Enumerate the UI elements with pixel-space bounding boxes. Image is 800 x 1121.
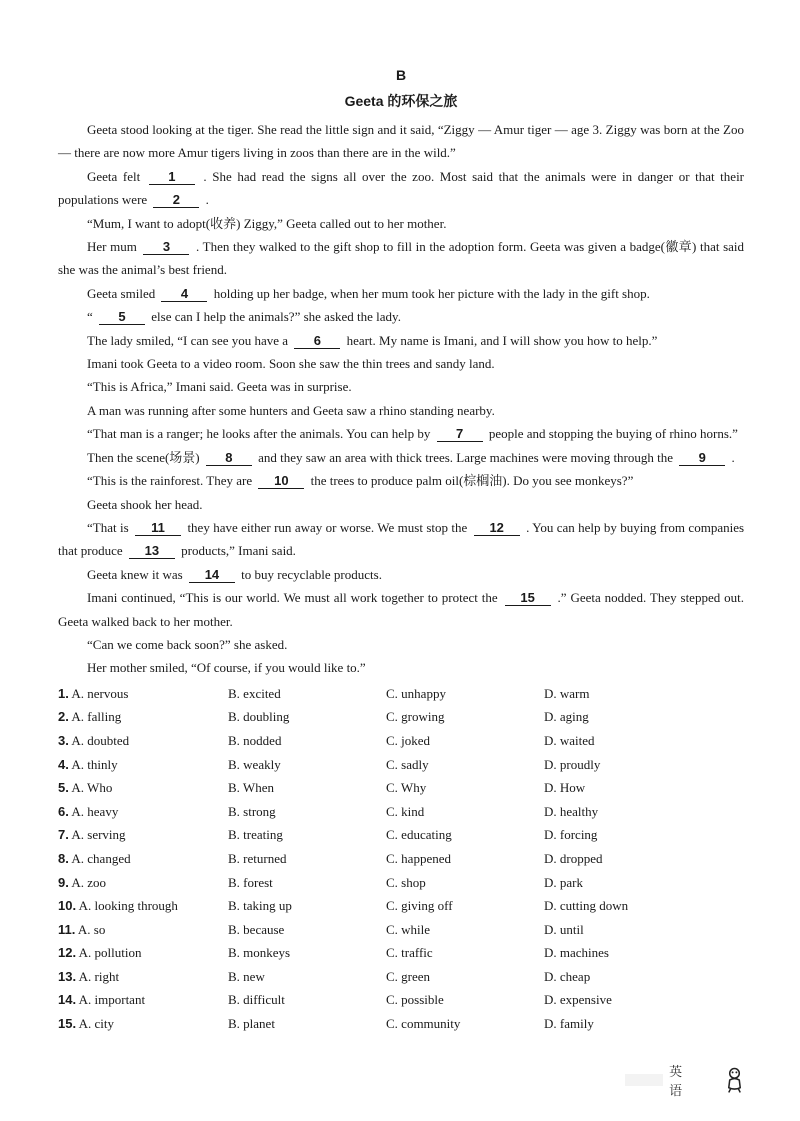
passage-text: “This is Africa,” Imani said. Geeta was in surprise. (87, 379, 352, 395)
blank-11[interactable]: 11 (135, 520, 181, 536)
passage-paragraph (58, 633, 744, 656)
option-text: D. until (544, 921, 584, 937)
passage-paragraph (58, 446, 744, 469)
option-text: D. machines (544, 945, 609, 961)
passage-text: Geeta knew it was (87, 566, 183, 582)
option-a[interactable] (58, 1012, 228, 1036)
passage-title: Geeta 的环保之旅 (344, 93, 458, 109)
passage-text: “Can we come back soon?” she asked. (87, 636, 288, 652)
option-d[interactable] (544, 705, 704, 729)
question-row (58, 918, 744, 942)
option-a[interactable] (58, 800, 228, 824)
option-d[interactable] (544, 894, 704, 918)
option-a[interactable] (58, 753, 228, 777)
option-c[interactable] (386, 705, 544, 729)
option-a[interactable] (58, 918, 228, 942)
option-d[interactable] (544, 847, 704, 871)
option-b[interactable] (228, 682, 386, 706)
option-text: B. new (228, 968, 265, 984)
passage-text: holding up her badge, when her mum took her picture with the lady in the gift shop. (213, 285, 650, 301)
passage-paragraph (58, 493, 744, 516)
passage-paragraph (58, 422, 744, 445)
option-a[interactable] (58, 705, 228, 729)
mascot-icon (724, 1066, 745, 1094)
option-text: D. dropped (544, 850, 603, 866)
passage-paragraph (58, 399, 744, 422)
option-text: D. family (544, 1016, 594, 1032)
option-text: D. warm (544, 685, 590, 701)
option-text: B. treating (228, 827, 283, 843)
blank-8[interactable]: 8 (206, 450, 252, 466)
blank-2[interactable]: 2 (153, 192, 199, 208)
blank-4[interactable]: 4 (161, 286, 207, 302)
option-text: A. Who (71, 780, 113, 796)
option-a[interactable] (58, 941, 228, 965)
question-row (58, 965, 744, 989)
option-text: B. difficult (228, 992, 285, 1008)
option-text: B. nodded (228, 732, 282, 748)
question-row (58, 847, 744, 871)
question-row (58, 988, 744, 1012)
blank-7[interactable]: 7 (437, 426, 483, 442)
option-text: B. weakly (228, 756, 281, 772)
option-text: A. nervous (71, 685, 129, 701)
passage-text: . (731, 449, 735, 465)
option-text: B. When (228, 780, 274, 796)
passage-text: the trees to produce palm oil(棕榈油). Do you see monkeys?” (310, 473, 634, 489)
worksheet-page (58, 66, 744, 1036)
passage-paragraph (58, 282, 744, 305)
option-c[interactable] (386, 753, 544, 777)
option-c[interactable] (386, 965, 544, 989)
option-text: D. How (544, 780, 586, 796)
option-text: A. falling (71, 709, 122, 725)
option-c[interactable] (386, 871, 544, 895)
passage-text: “That is (87, 519, 129, 535)
option-text: C. educating (386, 827, 452, 843)
option-a[interactable] (58, 847, 228, 871)
question-row (58, 800, 744, 824)
question-number: 2. (58, 709, 69, 725)
option-text: A. zoo (71, 874, 107, 890)
option-text: B. returned (228, 850, 287, 866)
passage-text: Her mother smiled, “Of course, if you would like to.” (87, 660, 366, 676)
option-text: C. green (386, 968, 431, 984)
footer-subject: 英语 (669, 1065, 683, 1099)
question-number: 12. (58, 945, 77, 961)
option-d[interactable] (544, 682, 704, 706)
passage-paragraph (58, 469, 744, 492)
option-d[interactable] (544, 965, 704, 989)
passage-text: “That man is a ranger; he looks after the animals. You can help by (87, 426, 431, 442)
passage-text: Geeta stood looking at the tiger. She read the little sign and it said, “Ziggy — Amur tiger — age 3. Ziggy was born at the Zoo — there are now more Amur tigers living in zoos than there are in the wild.” (58, 122, 744, 161)
section-letter: B (395, 67, 407, 83)
option-text: D. proudly (544, 756, 601, 772)
option-text: D. healthy (544, 803, 599, 819)
question-number: 7. (58, 827, 69, 843)
option-text: B. monkeys (228, 945, 291, 961)
option-text: A. doubted (71, 732, 130, 748)
option-c[interactable] (386, 682, 544, 706)
option-text: C. traffic (386, 945, 433, 961)
passage-text: Geeta smiled (87, 285, 156, 301)
answer-options (58, 682, 744, 1036)
option-d[interactable] (544, 823, 704, 847)
passage-paragraph (58, 586, 744, 633)
option-b[interactable] (228, 705, 386, 729)
option-text: D. expensive (544, 992, 612, 1008)
option-a[interactable] (58, 682, 228, 706)
option-text: B. because (228, 921, 285, 937)
option-b[interactable] (228, 988, 386, 1012)
option-a[interactable] (58, 729, 228, 753)
option-text: A. serving (71, 827, 126, 843)
blank-15[interactable]: 15 (505, 590, 551, 606)
option-text: A. city (78, 1016, 115, 1032)
option-d[interactable] (544, 988, 704, 1012)
option-text: A. so (77, 921, 106, 937)
option-b[interactable] (228, 823, 386, 847)
question-row (58, 776, 744, 800)
option-d[interactable] (544, 753, 704, 777)
option-a[interactable] (58, 776, 228, 800)
question-row (58, 729, 744, 753)
option-text: D. forcing (544, 827, 598, 843)
passage-paragraph (58, 375, 744, 398)
blank-5[interactable]: 5 (99, 309, 145, 325)
passage-text: . She had read the signs all over the zoo. Most said that the animals were in danger or that their populations were (58, 168, 745, 208)
option-text: B. strong (228, 803, 276, 819)
option-d[interactable] (544, 941, 704, 965)
passage-text: . Then they walked to the gift shop to fill in the adoption form. Geeta was given a badge(徽章) that said she was the animal’s best friend. (58, 239, 745, 278)
question-number: 1. (58, 685, 69, 701)
option-text: D. cutting down (544, 898, 629, 914)
option-c[interactable] (386, 729, 544, 753)
passage-text: “ (87, 309, 93, 325)
option-text: B. doubling (228, 709, 290, 725)
option-c[interactable] (386, 988, 544, 1012)
question-number: 3. (58, 732, 69, 748)
option-b[interactable] (228, 847, 386, 871)
passage-text: products,” Imani said. (181, 543, 296, 559)
option-text: D. cheap (544, 968, 591, 984)
option-b[interactable] (228, 1012, 386, 1036)
passage-text: Then the scene(场景) (87, 449, 200, 465)
option-d[interactable] (544, 871, 704, 895)
question-number: 13. (58, 968, 77, 984)
footer-decoration (625, 1074, 663, 1086)
passage-paragraph (58, 165, 744, 212)
passage-text: else can I help the animals?” she asked the lady. (151, 309, 401, 325)
passage-text: Imani continued, “This is our world. We must all work together to protect the (87, 590, 498, 606)
passage-text: people and stopping the buying of rhino horns.” (488, 426, 738, 442)
page-footer (625, 1065, 745, 1099)
question-number: 8. (58, 850, 69, 866)
option-text: C. possible (386, 992, 444, 1008)
passage-text: and they saw an area with thick trees. Large machines were moving through the (258, 449, 674, 465)
option-text: A. pollution (78, 945, 142, 961)
option-b[interactable] (228, 729, 386, 753)
passage-text: to buy recyclable products. (241, 566, 382, 582)
blank-3[interactable]: 3 (143, 239, 189, 255)
option-text: D. park (544, 874, 583, 890)
question-number: 10. (58, 898, 77, 914)
passage-text: Geeta shook her head. (87, 496, 203, 512)
passage (58, 118, 744, 680)
option-c[interactable] (386, 847, 544, 871)
option-c[interactable] (386, 894, 544, 918)
option-b[interactable] (228, 800, 386, 824)
question-row (58, 1012, 744, 1036)
question-row (58, 894, 744, 918)
option-b[interactable] (228, 894, 386, 918)
option-text: A. looking through (78, 898, 178, 914)
passage-text: they have either run away or worse. We must stop the (187, 519, 468, 535)
option-text: C. joked (386, 732, 431, 748)
question-row (58, 753, 744, 777)
option-text: A. changed (71, 850, 131, 866)
question-row (58, 705, 744, 729)
question-number: 5. (58, 780, 69, 796)
option-text: C. sadly (386, 756, 429, 772)
option-b[interactable] (228, 753, 386, 777)
option-text: A. important (78, 992, 146, 1008)
option-text: C. community (386, 1016, 461, 1032)
question-row (58, 871, 744, 895)
option-text: A. thinly (71, 756, 118, 772)
option-d[interactable] (544, 1012, 704, 1036)
question-number: 14. (58, 992, 77, 1008)
passage-text: A man was running after some hunters and Geeta saw a rhino standing nearby. (87, 402, 495, 418)
blank-10[interactable]: 10 (258, 473, 304, 489)
option-b[interactable] (228, 776, 386, 800)
option-text: B. taking up (228, 898, 292, 914)
option-b[interactable] (228, 871, 386, 895)
passage-paragraph (58, 118, 744, 165)
option-c[interactable] (386, 918, 544, 942)
option-c[interactable] (386, 823, 544, 847)
blank-6[interactable]: 6 (294, 333, 340, 349)
passage-text: “This is the rainforest. They are (87, 473, 253, 489)
passage-paragraph (58, 305, 744, 328)
option-text: D. aging (544, 709, 589, 725)
option-text: B. planet (228, 1016, 275, 1032)
option-text: B. forest (228, 874, 273, 890)
passage-text: . You can help by buying from companies that produce (58, 519, 745, 559)
option-c[interactable] (386, 941, 544, 965)
passage-text: heart. My name is Imani, and I will show you how to help.” (346, 332, 658, 348)
question-row (58, 682, 744, 706)
passage-paragraph (58, 352, 744, 375)
option-text: B. excited (228, 685, 281, 701)
blank-14[interactable]: 14 (189, 567, 235, 583)
option-text: C. kind (386, 803, 425, 819)
question-number: 9. (58, 874, 69, 890)
passage-paragraph (58, 329, 744, 352)
option-b[interactable] (228, 941, 386, 965)
passage-text: .” Geeta nodded. They stepped out. Geeta walked back to her mother. (58, 590, 745, 629)
option-d[interactable] (544, 918, 704, 942)
passage-paragraph (58, 563, 744, 586)
option-a[interactable] (58, 965, 228, 989)
option-a[interactable] (58, 823, 228, 847)
option-a[interactable] (58, 988, 228, 1012)
blank-9[interactable]: 9 (679, 450, 725, 466)
option-a[interactable] (58, 894, 228, 918)
passage-text: Geeta felt (87, 168, 141, 184)
blank-12[interactable]: 12 (474, 520, 520, 536)
option-d[interactable] (544, 776, 704, 800)
option-text: C. happened (386, 850, 451, 866)
option-b[interactable] (228, 918, 386, 942)
option-c[interactable] (386, 800, 544, 824)
passage-paragraph (58, 235, 744, 282)
question-number: 11. (58, 921, 76, 937)
blank-1[interactable]: 1 (149, 169, 195, 185)
question-number: 6. (58, 803, 69, 819)
question-row (58, 941, 744, 965)
question-row (58, 823, 744, 847)
option-text: A. heavy (71, 803, 119, 819)
option-text: D. waited (544, 732, 595, 748)
option-text: A. right (78, 968, 120, 984)
option-text: C. giving off (386, 898, 453, 914)
passage-text: Imani took Geeta to a video room. Soon she saw the thin trees and sandy land. (87, 356, 495, 372)
option-text: C. unhappy (386, 685, 446, 701)
passage-text: Her mum (87, 239, 137, 255)
option-text: C. shop (386, 874, 426, 890)
option-d[interactable] (544, 729, 704, 753)
option-a[interactable] (58, 871, 228, 895)
passage-paragraph (58, 656, 744, 679)
option-b[interactable] (228, 965, 386, 989)
option-c[interactable] (386, 1012, 544, 1036)
passage-text: . (205, 192, 209, 208)
blank-13[interactable]: 13 (129, 543, 175, 559)
passage-paragraph (58, 516, 744, 563)
question-number: 4. (58, 756, 69, 772)
option-text: C. Why (386, 780, 427, 796)
option-d[interactable] (544, 800, 704, 824)
option-text: C. while (386, 921, 431, 937)
passage-text: The lady smiled, “I can see you have a (87, 332, 289, 348)
option-c[interactable] (386, 776, 544, 800)
passage-text: “Mum, I want to adopt(收养) Ziggy,” Geeta called out to her mother. (87, 215, 447, 231)
question-number: 15. (58, 1016, 77, 1032)
option-text: C. growing (386, 709, 445, 725)
passage-paragraph (58, 212, 744, 235)
